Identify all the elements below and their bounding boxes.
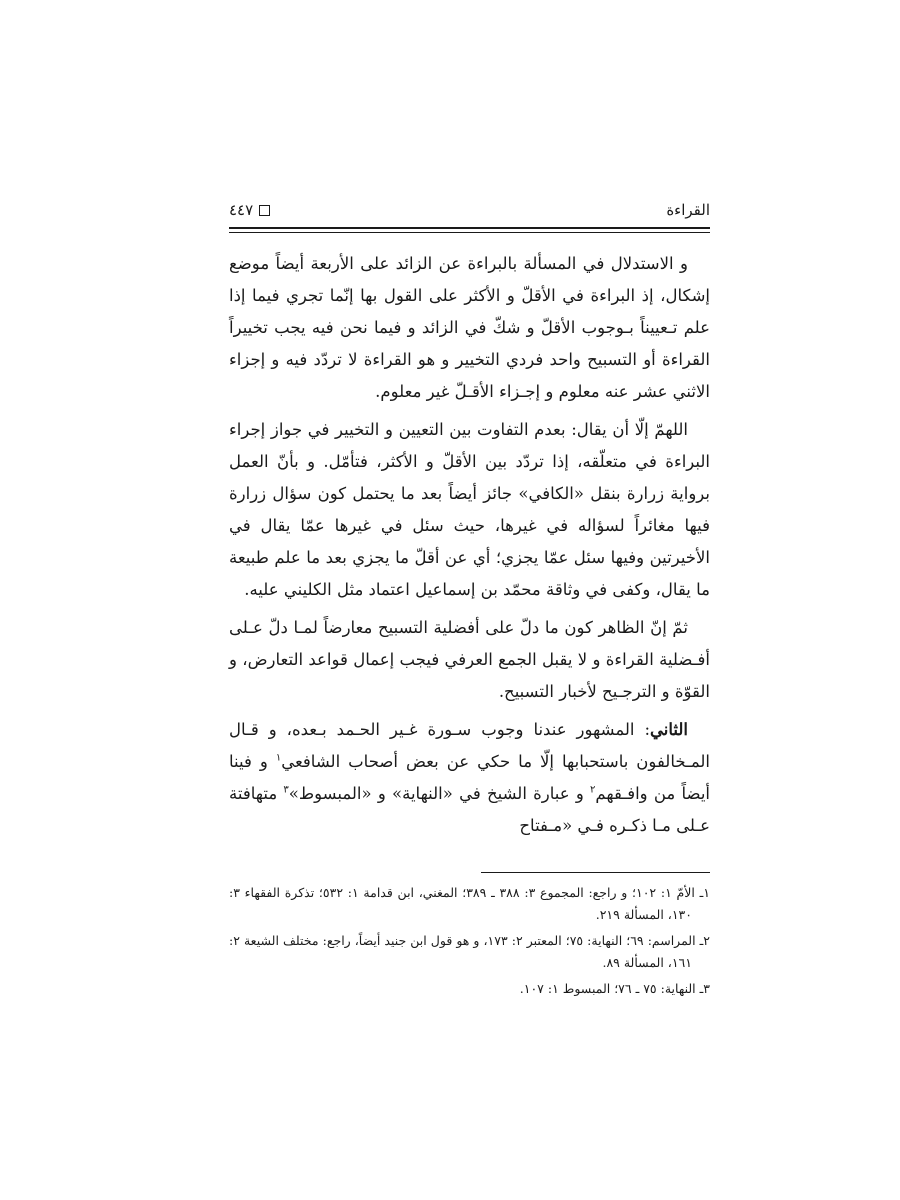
footnote-2: ٢ـ المراسم: ٦٩؛ النهاية: ٧٥؛ المعتبر ٢: ١٧٣، و هو قول ابن جنيد أيضاً، راجع: مختلف الشيعة ٢: ١٦١، المسألة ٨٩.	[229, 933, 710, 970]
paragraph-1: و الاستدلال في المسألة بالبراءة عن الزائد على الأربعة أيضاً موضع إشكال، إذ البراءة في الأقلّ و الأكثر على القول بها إنّما تجري فيما إذا علم تـعييناً بـوجوب الأقلّ و شكّ في الزائد و فيما نحن فيه يجب تخييراً القراءة أو التسبيح واحد فردي التخيير و هو القراءة لا تردّد فيه و إجزاء الاثني عشر عنه معلوم و إجـزاء الأقـلّ غير معلوم.	[229, 254, 710, 401]
page-number-block	[229, 201, 270, 219]
header-rule-thick	[229, 227, 710, 229]
main-text	[229, 248, 710, 848]
footnote-separator	[481, 872, 710, 873]
square-ornament-icon	[259, 205, 270, 216]
section-lead-term: الثاني	[650, 720, 688, 739]
footnote-ref-3: ٣	[283, 784, 289, 796]
footnote-3: ٣ـ النهاية: ٧٥ ـ ٧٦؛ المبسوط ١: ١٠٧.	[519, 981, 710, 996]
paragraph-4-part-b: و فينا أيضاً من وافـقهم	[229, 752, 710, 803]
running-title: القراءة	[666, 201, 710, 219]
paragraph-4-part-c: و عبارة الشيخ في «النهاية» و «المبسوط»	[288, 784, 591, 803]
header-rule-thin	[229, 232, 710, 233]
footnote-ref-1: ١	[275, 752, 282, 764]
running-header	[229, 197, 710, 223]
page-number: ٤٤٧	[229, 201, 254, 219]
paragraph-3: ثمّ إنّ الظاهر كون ما دلّ على أفضلية التسبيح معارضاً لمـا دلّ عـلى أفـضلية القراءة و لا يقبل الجمع العرفي فيجب إعمال قواعد التعارض، و القوّة و الترجـيح لأخبار التسبيح.	[229, 618, 710, 701]
footnote-1: ١ـ الأمّ ١: ١٠٢؛ و راجع: المجموع ٣: ٣٨٨ ـ ٣٨٩؛ المغني، ابن قدامة ١: ٥٣٢؛ تذكرة الفقهاء ٣: ١٣٠، المسألة ٢١٩.	[229, 885, 710, 922]
paragraph-4	[229, 714, 710, 842]
paragraph-4-part-d: متهافتة عـلى مـا ذكـره فـي «مـفتاح	[229, 784, 710, 835]
footnotes	[229, 882, 710, 1004]
paragraph-2: اللهمّ إلّا أن يقال: بعدم التفاوت بين التعيين و التخيير في جواز إجراء البراءة في متعلّقه، إذا تردّد بين الأقلّ و الأكثر، فتأمّل. و بأنّ العمل برواية زرارة بنقل «الكافي» جائز أيضاً بعد ما يحتمل كون سؤال زرارة فيها مغائراً لسؤاله في غيرها، حيث سئل في غيرها عمّا يقال في الأخيرتين وفيها سئل عمّا يجزي؛ أي عن أقلّ ما يجزي بعد ما علم طبيعة ما يقال، وكفى في وثاقة محمّد بن إسماعيل اعتماد مثل الكليني عليه.	[229, 420, 710, 599]
paragraph-4-part-a: : المشهور عندنا وجوب سـورة غـير الحـمد بـعده، و قـال المـخالفون باستحبابها إلّا ما حكي عن بعض أصحاب الشافعي	[229, 720, 710, 771]
footnote-ref-2: ٢	[590, 784, 596, 796]
